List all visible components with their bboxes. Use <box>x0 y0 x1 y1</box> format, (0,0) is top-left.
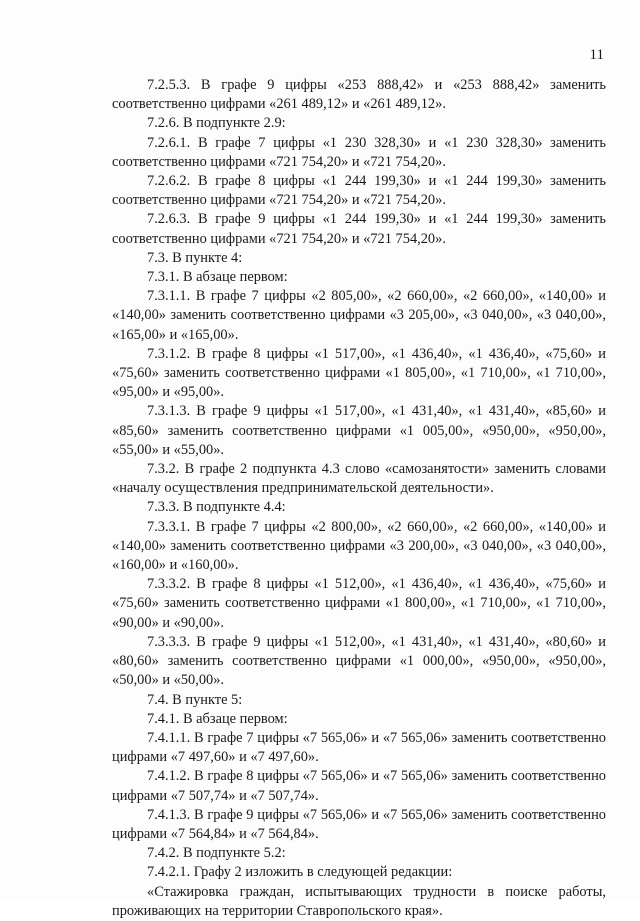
paragraph: 7.4.1.2. В графе 8 цифры «7 565,06» и «7 565,06» заменить соответственно цифрами «7 507,74» и «7 507,74». <box>112 768 606 804</box>
paragraph: 7.3.3.2. В графе 8 цифры «1 512,00», «1 436,40», «1 436,40», «75,60» и «75,60» заменить соответственно цифрами «1 800,00», «1 710,00», «1 710,00», «90,00» и «90,00». <box>112 576 606 631</box>
paragraph: 7.4.2. В подпункте 5.2: <box>147 845 286 862</box>
paragraph: 7.3.1. В абзаце первом: <box>147 269 288 286</box>
paragraph: 7.3. В пункте 4: <box>147 249 243 266</box>
paragraph: 7.2.6.2. В графе 8 цифры «1 244 199,30» и «1 244 199,30» заменить соответственно цифрами «721 754,20» и «721 754,20». <box>112 173 606 209</box>
paragraph: 7.2.6. В подпункте 2.9: <box>147 115 286 132</box>
paragraph: 7.4. В пункте 5: <box>147 691 243 708</box>
paragraph: 7.4.1.3. В графе 9 цифры «7 565,06» и «7 565,06» заменить соответственно цифрами «7 564,84» и «7 564,84». <box>112 806 606 842</box>
paragraph: 7.2.6.3. В графе 9 цифры «1 244 199,30» и «1 244 199,30» заменить соответственно цифрами «721 754,20» и «721 754,20». <box>112 211 606 247</box>
paragraph: 7.3.1.3. В графе 9 цифры «1 517,00», «1 431,40», «1 431,40», «85,60» и «85,60» заменить соответственно цифрами «1 005,00», «950,00», «950,00», «55,00» и «55,00». <box>112 403 606 458</box>
paragraph: 7.4.1.1. В графе 7 цифры «7 565,06» и «7 565,06» заменить соответственно цифрами «7 497,60» и «7 497,60». <box>112 729 606 766</box>
paragraph: 7.2.5.3. В графе 9 цифры «253 888,42» и «253 888,42» заменить соответственно цифрами «261 489,12» и «261 489,12». <box>112 77 606 113</box>
paragraph: 7.4.2.1. Графу 2 изложить в следующей редакции: <box>147 864 453 881</box>
paragraph: 7.3.3.3. В графе 9 цифры «1 512,00», «1 431,40», «1 431,40», «80,60» и «80,60» заменить соответственно цифрами «1 000,00», «950,00», «950,00», «50,00» и «50,00». <box>112 633 606 689</box>
paragraph: 7.3.1.1. В графе 7 цифры «2 805,00», «2 660,00», «2 660,00», «140,00» и «140,00» заменить соответственно цифрами «3 205,00», «3 040,00», «3 040,00», «165,00» и «165,00». <box>112 288 606 343</box>
paragraph: 7.3.2. В графе 2 подпункта 4.3 слово «самозанятости» заменить словами «началу осуществления предпринимательской деятельности». <box>112 461 606 497</box>
paragraph: 7.3.3. В подпункте 4.4: <box>147 499 286 516</box>
paragraph: 7.2.6.1. В графе 7 цифры «1 230 328,30» и «1 230 328,30» заменить соответственно цифрами «721 754,20» и «721 754,20». <box>112 134 606 170</box>
paragraph: «Стажировка граждан, испытывающих трудности в поиске работы, проживающих на территории Ставропольского края». <box>112 883 606 919</box>
paragraph: 7.3.3.1. В графе 7 цифры «2 800,00», «2 660,00», «2 660,00», «140,00» и «140,00» заменить соответственно цифрами «3 200,00», «3 040,00», «3 040,00», «160,00» и «160,00». <box>112 518 606 574</box>
paragraph: 7.3.1.2. В графе 8 цифры «1 517,00», «1 436,40», «1 436,40», «75,60» и «75,60» заменить соответственно цифрами «1 805,00», «1 710,00», «1 710,00», «95,00» и «95,00». <box>112 345 606 401</box>
paragraph: 7.4.1. В абзаце первом: <box>147 710 288 727</box>
page-number: 11 <box>589 47 604 63</box>
document-body <box>112 76 606 921</box>
